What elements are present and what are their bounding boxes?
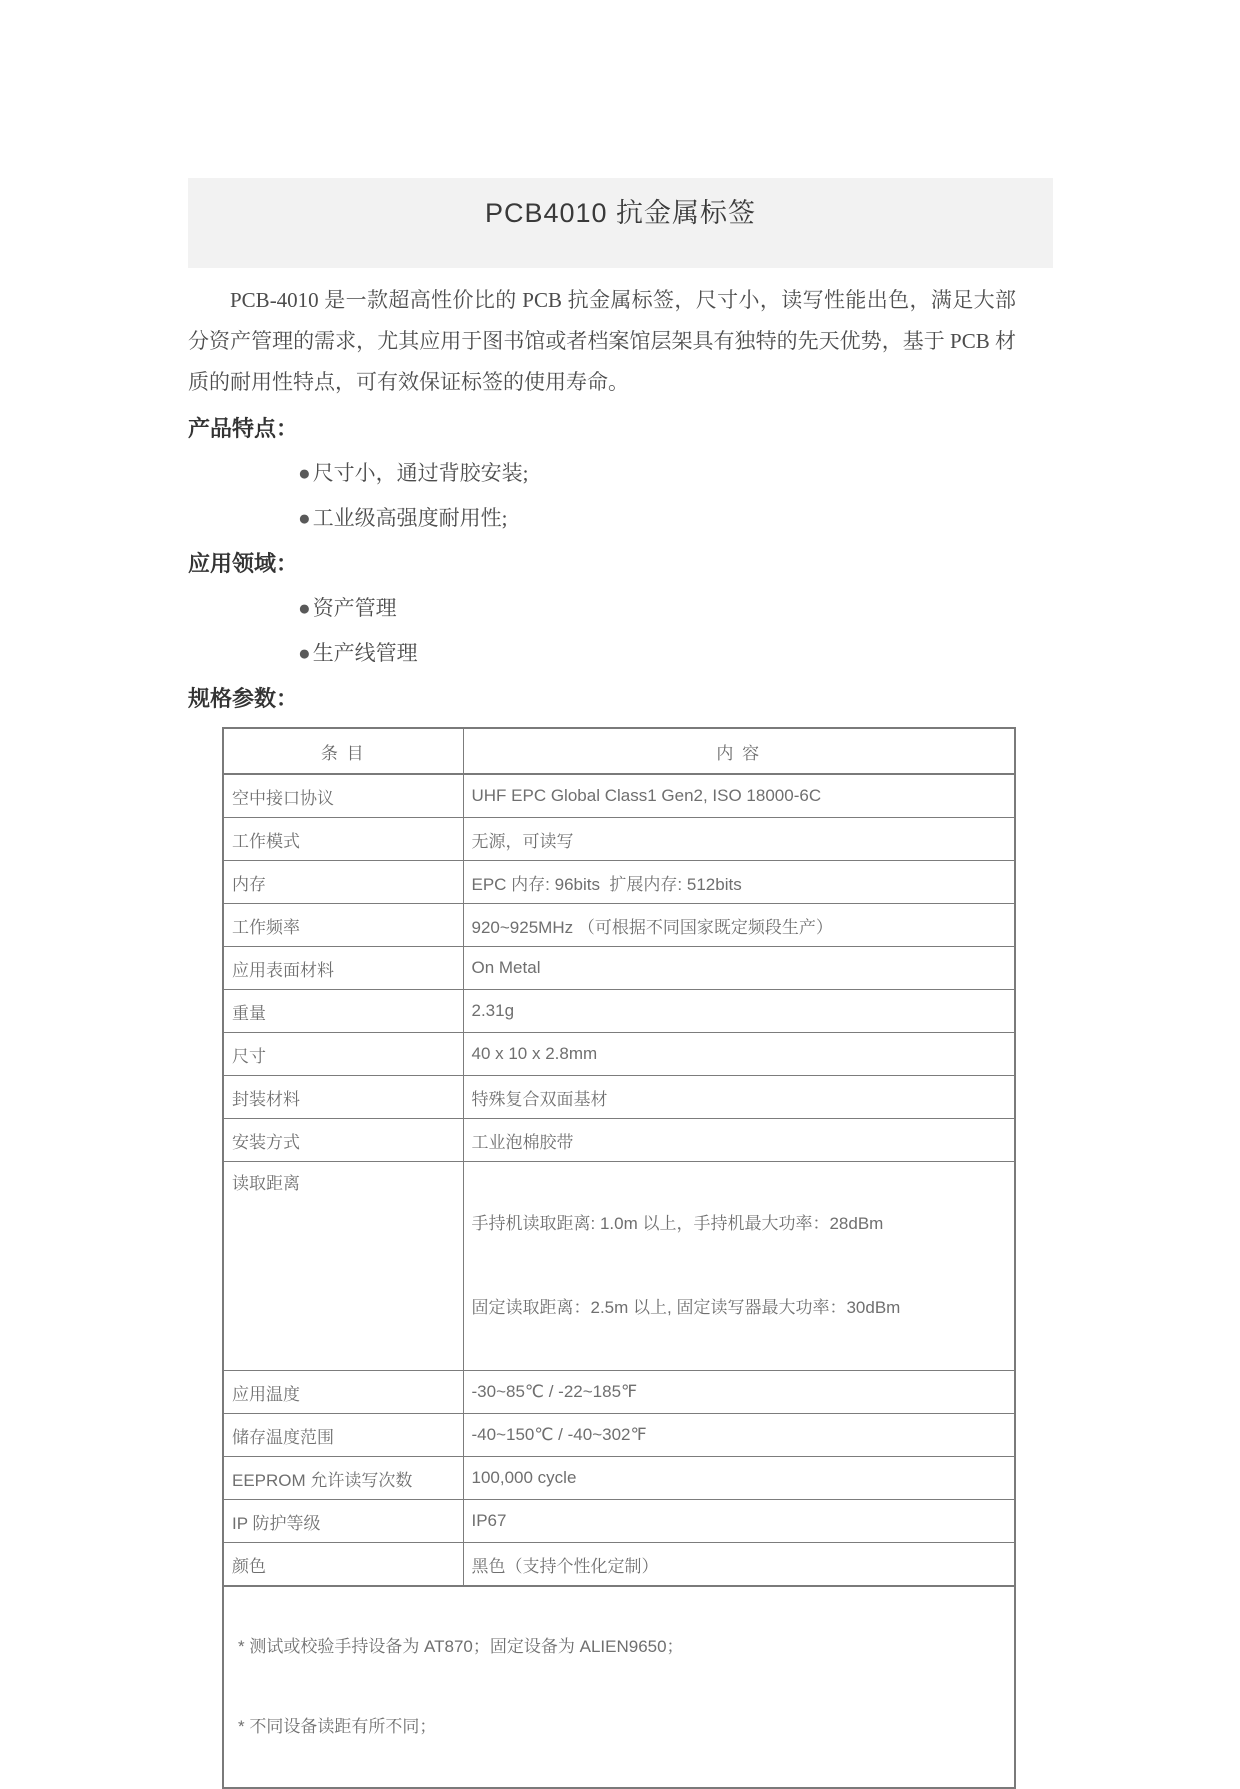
spec-item-cell: EEPROM 允许读写次数 [223, 1457, 463, 1500]
list-item [188, 451, 1016, 496]
table-row [223, 1500, 1015, 1543]
spec-item-cell: 工作频率 [223, 904, 463, 947]
spec-content-cell [463, 1162, 1015, 1371]
table-notes-row [223, 1586, 1015, 1788]
col-header-item: 条 目 [223, 728, 463, 774]
list-item [188, 586, 1016, 631]
spec-content-cell: UHF EPC Global Class1 Gen2, ISO 18000-6C [463, 774, 1015, 818]
spec-item-cell: IP 防护等级 [223, 1500, 463, 1543]
spec-content-cell: 2.31g [463, 990, 1015, 1033]
col-header-content: 内 容 [463, 728, 1015, 774]
spec-content-cell: 特殊复合双面基材 [463, 1076, 1015, 1119]
spec-content-cell: 无源，可读写 [463, 818, 1015, 861]
table-row [223, 1371, 1015, 1414]
spec-content-line: 手持机读取距离: 1.0m 以上，手持机最大功率：28dBm [471, 1214, 884, 1233]
list-item [188, 631, 1016, 676]
spec-item-cell: 读取距离 [223, 1162, 463, 1371]
table-row [223, 1457, 1015, 1500]
spec-item-cell: 应用表面材料 [223, 947, 463, 990]
list-item-label: 工业级高强度耐用性; [312, 506, 508, 530]
intro-paragraph: PCB-4010 是一款超高性价比的 PCB 抗金属标签，尺寸小，读写性能出色，满足大部分资产管理的需求，尤其应用于图书馆或者档案馆层架具有独特的先天优势，基于 PCB 材质的耐用性特点，可有效保证标签的使用寿命。 [188, 288, 1016, 394]
table-row [223, 990, 1015, 1033]
list-item-label: 尺寸小，通过背胶安装; [312, 461, 529, 485]
spec-content-cell: 工业泡棉胶带 [463, 1119, 1015, 1162]
spec-content-cell: EPC 内存: 96bits 扩展内存: 512bits [463, 861, 1015, 904]
table-note: * 不同设备读距有所不同； [238, 1717, 437, 1736]
table-row [223, 1543, 1015, 1587]
spec-item-cell: 颜色 [223, 1543, 463, 1587]
table-row [223, 1414, 1015, 1457]
bullet-icon: ● [298, 596, 311, 620]
table-row [223, 1162, 1015, 1371]
spec-content-cell: 920~925MHz （可根据不同国家既定频段生产） [463, 904, 1015, 947]
bullet-icon: ● [298, 641, 311, 665]
page-title: PCB4010 抗金属标签 [484, 198, 757, 228]
applications-heading: 应用领域： [188, 551, 299, 576]
bullet-icon: ● [298, 461, 311, 485]
spec-item-cell: 应用温度 [223, 1371, 463, 1414]
list-item [188, 496, 1016, 541]
spec-item-cell: 安装方式 [223, 1119, 463, 1162]
spec-content-cell: 黑色（支持个性化定制） [463, 1543, 1015, 1587]
spec-item-cell: 重量 [223, 990, 463, 1033]
spec-content-cell: 40 x 10 x 2.8mm [463, 1033, 1015, 1076]
spec-content-cell: On Metal [463, 947, 1015, 990]
table-note: * 测试或校验手持设备为 AT870；固定设备为 ALIEN9650； [238, 1637, 684, 1656]
table-row [223, 774, 1015, 818]
table-row [223, 818, 1015, 861]
bullet-icon: ● [298, 506, 311, 530]
spec-table [222, 727, 1016, 1789]
table-row [223, 1076, 1015, 1119]
spec-item-cell: 内存 [223, 861, 463, 904]
spec-content-cell: -30~85℃ / -22~185℉ [463, 1371, 1015, 1414]
features-heading: 产品特点： [188, 416, 299, 441]
list-item-label: 生产线管理 [312, 641, 418, 665]
table-row [223, 1033, 1015, 1076]
table-row [223, 947, 1015, 990]
spec-item-cell: 储存温度范围 [223, 1414, 463, 1457]
specs-heading: 规格参数： [188, 686, 299, 711]
spec-item-cell: 工作模式 [223, 818, 463, 861]
list-item-label: 资产管理 [312, 596, 397, 620]
spec-item-cell: 尺寸 [223, 1033, 463, 1076]
spec-content-cell: 100,000 cycle [463, 1457, 1015, 1500]
section-lists [188, 406, 1016, 721]
title-banner [188, 178, 1053, 268]
table-notes-cell [223, 1586, 1015, 1788]
table-row [223, 861, 1015, 904]
spec-item-cell: 空中接口协议 [223, 774, 463, 818]
spec-item-cell: 封装材料 [223, 1076, 463, 1119]
table-header-row [223, 728, 1015, 774]
spec-content-cell: IP67 [463, 1500, 1015, 1543]
spec-content-cell: -40~150℃ / -40~302℉ [463, 1414, 1015, 1457]
table-row [223, 904, 1015, 947]
table-row [223, 1119, 1015, 1162]
spec-content-line: 固定读取距离：2.5m 以上, 固定读写器最大功率：30dBm [471, 1298, 901, 1317]
